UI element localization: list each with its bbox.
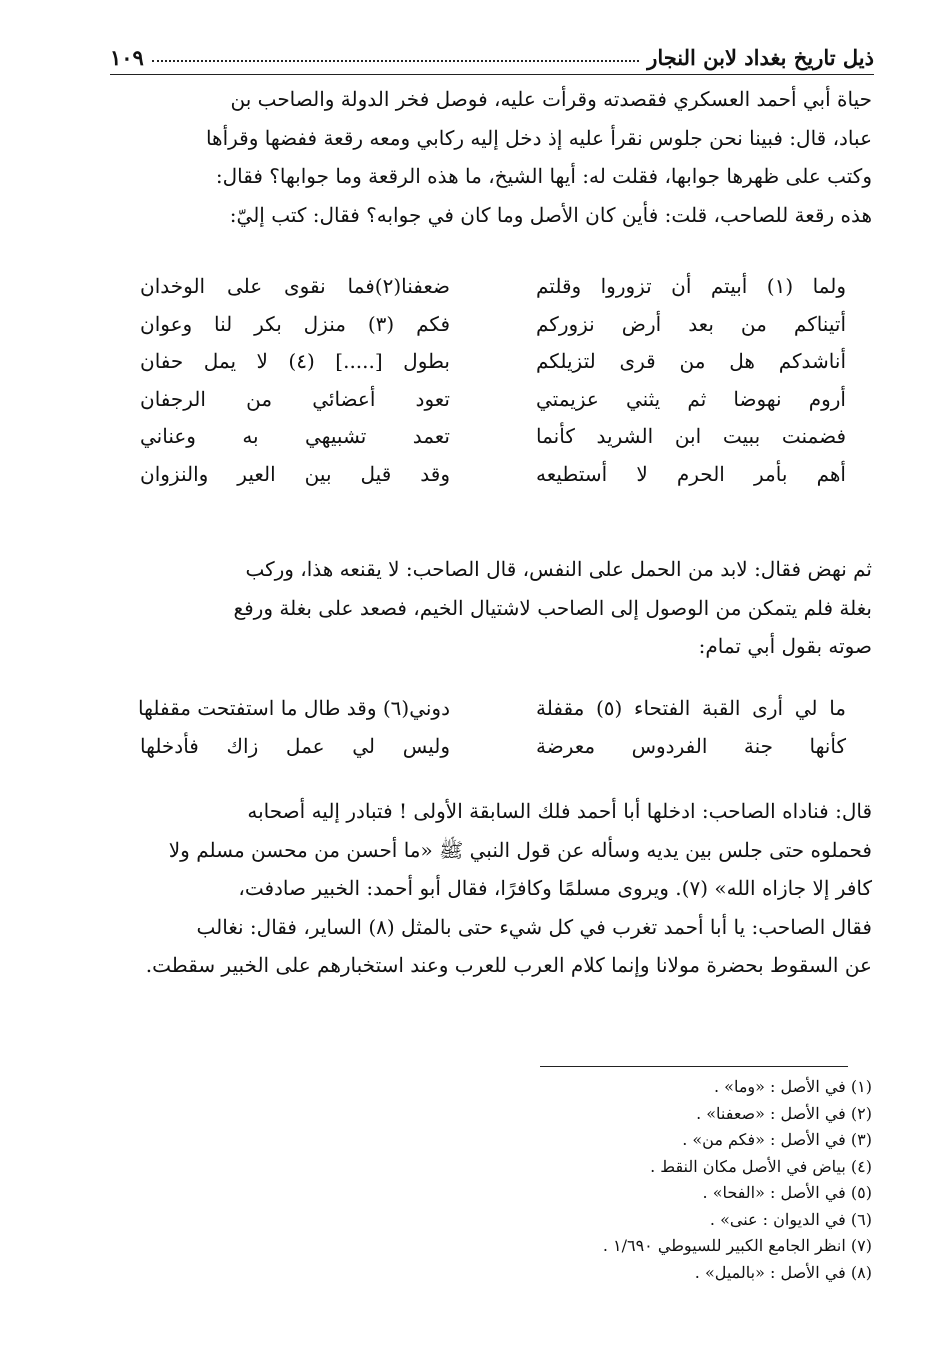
header-dot-leader [152,60,639,62]
paragraph-3 [105,792,872,985]
verse-second-hemistich: بطول [.....] (٤) لا يمل حفان [140,349,450,373]
text-line: فقال الصاحب: يا أبا أحمد تغرب في كل شيء حتى بالمثل (٨) الساير، فقال: نغالب [196,914,872,939]
poem-1 [140,268,846,493]
text-line: عن السقوط بحضرة مولانا وإنما كلام العرب للعرب وعند استخبارهم على الخبير سقطت. [145,953,872,977]
poem-2 [140,690,846,765]
verse-second-hemistich: وقد قيل بين العير والنزوان [140,461,450,486]
verse-line [140,343,846,381]
verse-first-hemistich: أتيناكم من بعد أرض نزوركم [536,311,846,336]
verse-first-hemistich: ما لي أرى القبة الفتحاء (٥) مقفلة [536,696,847,720]
text-line: كافر إلا جازاه الله» (٧). ويروى مسلمًا وكافرًا، فقال أبو أحمد: الخبير صادفت، [238,876,872,900]
verse-line [140,306,846,344]
verse-first-hemistich: أروم نهوضا ثم يثني عزيمتي [536,386,846,411]
verse-second-hemistich: فكم (٣) منزل بكر لنا وعوان [140,311,450,336]
text-line: حياة أبي أحمد العسكري فقصدته وقرأت عليه، فوصل فخر الدولة والصاحب بن [230,87,872,111]
footnote: (٦) في الديوان : عنى» . [709,1209,872,1229]
verse-first-hemistich: أناشدكم هل من قرى لتزيلكم [536,349,846,373]
verse-line [140,268,846,306]
footnote: (٨) في الأصل : «بالميل» . [694,1262,872,1282]
footnote: (٤) بياض في الأصل مكان النقط . [650,1156,872,1176]
page-number: ١٠٩ [110,45,144,70]
footnote: (٧) انظر الجامع الكبير للسيوطي ١/٦٩٠ . [602,1236,872,1255]
verse-line [140,728,846,766]
text-line: صوته بقول أبي تمام: [698,634,872,658]
text-line: عباد، قال: فبينا نحن جلوس نقرأ عليه إذ دخل إليه ركابي ومعه رقعة ففضها وقرأها [205,125,872,150]
verse-line [140,456,846,494]
verse-second-hemistich: دوني(٦) وقد طال ما استفتحت مقفلها [138,696,450,720]
verse-first-hemistich: كأنها جنة الفردوس معرضة [536,733,846,758]
text-line: هذه رقعة للصاحب، قلت: فأين كان الأصل وما كان في جوابه؟ فقال: كتب إليّ: [229,202,872,227]
verse-second-hemistich: تعود أعضائي من الرجفان [140,386,450,411]
verse-first-hemistich: أهم بأمر الحرم لا أستطيعه [536,461,846,486]
verse-second-hemistich: وليس لي عمل زاك فأدخلها [140,733,450,758]
text-line: بغلة فلم يتمكن من الوصول إلى الصاحب لاشتيال الخيم، فصعد على بغلة ورفع [233,595,872,620]
verse-line [140,418,846,456]
footnotes [452,1074,872,1286]
footnote: (٢) في الأصل : «صعفنا» . [696,1103,872,1123]
text-line: وكتب على ظهرها جوابها، فقلت له: أيها الشيخ، ما هذه الرقعة وما جوابها؟ فقال: [215,164,872,188]
text-line: فحملوه حتى جلس بين يديه وسأله عن قول النبي ﷺ «ما أحسن من محسن مسلم ولا [168,837,872,862]
footnote-separator [540,1066,848,1067]
paragraph-2 [105,550,872,666]
footnote: (٣) في الأصل : «فكم من» . [682,1130,872,1149]
footnote: (٥) في الأصل : «الفحا» . [702,1183,872,1202]
verse-second-hemistich: تعمد تشبيهي به وعناني [140,424,450,448]
text-line: قال: فناداه الصاحب: ادخلها أبا أحمد فلك السابقة الأولى ! فتبادر إليه أصحابه [247,799,872,823]
text-line: ثم نهض فقال: لابد من الحمل على النفس، قال الصاحب: لا يقنعه هذا، وركب [245,557,872,581]
running-header [110,32,874,75]
verse-line [140,381,846,419]
footnote: (١) في الأصل : «وما» . [714,1077,872,1096]
verse-line [140,690,846,728]
paragraph-1 [105,80,872,234]
verse-first-hemistich: ولما (١) أبيتم أن تزوروا وقلتم [536,274,846,298]
verse-second-hemistich: ضعفنا(٢)فما نقوى على الوخدان [140,274,450,298]
header-title: ذيل تاريخ بغداد لابن النجار [647,45,874,70]
verse-first-hemistich: فضمنت ببيت ابن الشريد كأنما [536,424,846,448]
